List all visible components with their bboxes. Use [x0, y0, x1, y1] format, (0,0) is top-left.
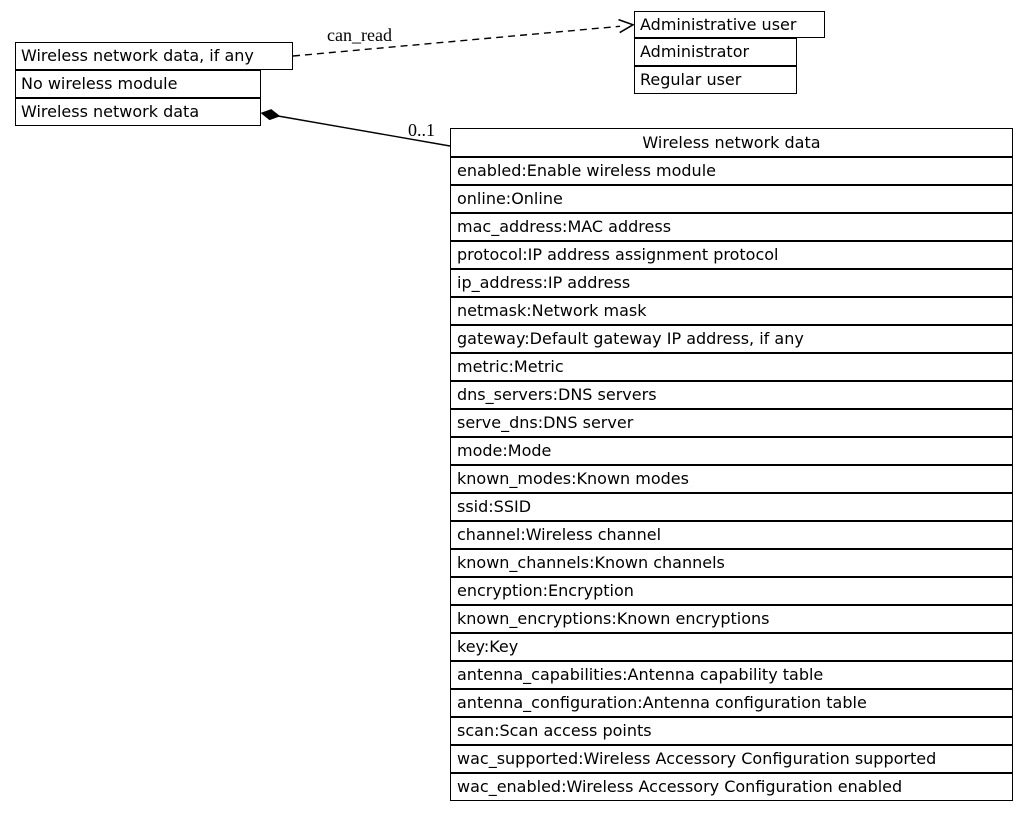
table-row-ssid: ssid:SSID	[450, 493, 1013, 521]
table-row-dns-servers: dns_servers:DNS servers	[450, 381, 1013, 409]
table-row-antenna-configuration: antenna_configuration:Antenna configuration table	[450, 689, 1013, 717]
wireless-data-table	[450, 128, 1013, 801]
open-arrowhead-icon	[619, 20, 634, 33]
table-row-gateway: gateway:Default gateway IP address, if any	[450, 325, 1013, 353]
table-row-mode: mode:Mode	[450, 437, 1013, 465]
table-row-encryption: encryption:Encryption	[450, 577, 1013, 605]
table-row-online: online:Online	[450, 185, 1013, 213]
user-box-field-administrator: Administrator	[634, 38, 797, 66]
table-row-enabled: enabled:Enable wireless module	[450, 157, 1013, 185]
table-row-known-modes: known_modes:Known modes	[450, 465, 1013, 493]
table-row-mac-address: mac_address:MAC address	[450, 213, 1013, 241]
table-row-scan: scan:Scan access points	[450, 717, 1013, 745]
table-row-ip-address: ip_address:IP address	[450, 269, 1013, 297]
table-row-key: key:Key	[450, 633, 1013, 661]
wireless-table-title: Wireless network data	[450, 128, 1013, 157]
source-box-field-wireless-network-data: Wireless network data	[15, 98, 261, 126]
user-box-title: Administrative user	[634, 11, 825, 38]
source-box-title: Wireless network data, if any	[15, 42, 293, 70]
table-row-wac-supported: wac_supported:Wireless Accessory Configuration supported	[450, 745, 1013, 773]
edge-label-can-read: can_read	[327, 25, 392, 45]
table-row-channel: channel:Wireless channel	[450, 521, 1013, 549]
table-row-known-encryptions: known_encryptions:Known encryptions	[450, 605, 1013, 633]
table-row-serve-dns: serve_dns:DNS server	[450, 409, 1013, 437]
table-row-antenna-capabilities: antenna_capabilities:Antenna capability table	[450, 661, 1013, 689]
user-box-field-regular-user: Regular user	[634, 66, 797, 94]
table-row-known-channels: known_channels:Known channels	[450, 549, 1013, 577]
table-row-wac-enabled: wac_enabled:Wireless Accessory Configuration enabled	[450, 773, 1013, 801]
composition-diamond-icon	[262, 110, 280, 120]
table-row-protocol: protocol:IP address assignment protocol	[450, 241, 1013, 269]
source-box-field-no-wireless-module: No wireless module	[15, 70, 261, 98]
table-row-metric: metric:Metric	[450, 353, 1013, 381]
table-row-netmask: netmask:Network mask	[450, 297, 1013, 325]
edge-label-multiplicity: 0..1	[408, 120, 435, 140]
